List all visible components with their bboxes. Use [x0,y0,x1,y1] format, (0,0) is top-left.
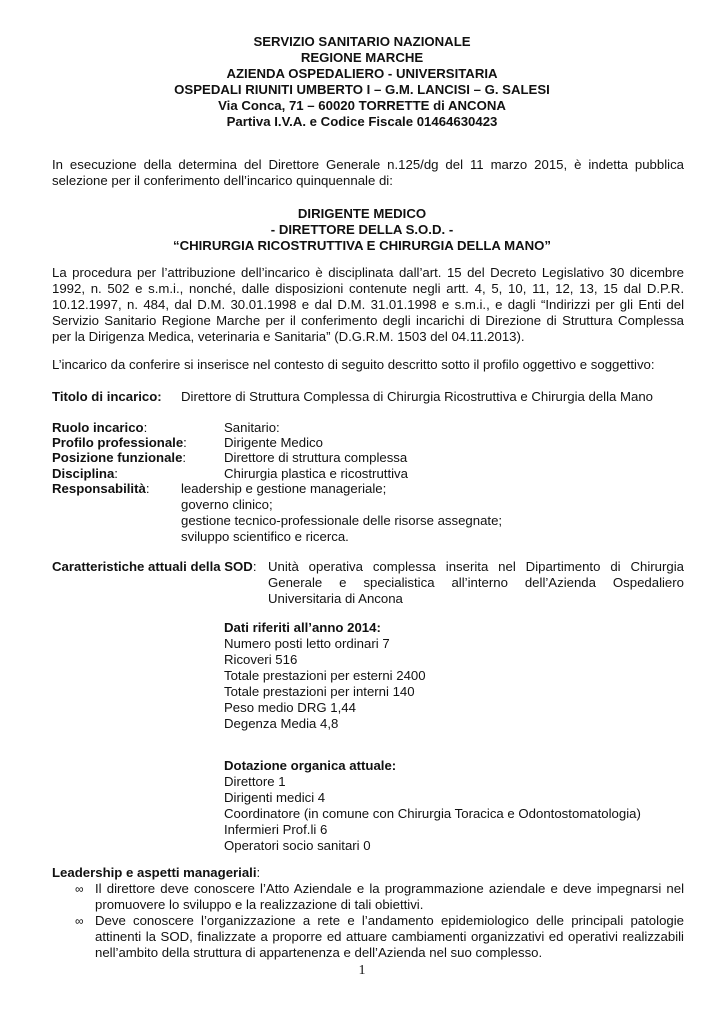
procedure-line: La procedura per l’attribuzione dell’incarico è disciplinata dall’art. 15 del Decreto Legislativo 30 dicembre [52,265,684,280]
profilo-value: Dirigente Medico [224,435,323,450]
sod-label: Caratteristiche attuali della SOD [52,559,253,574]
position-title [0,206,724,254]
dati-2014-block [224,620,426,732]
disciplina-label: Disciplina [52,466,115,481]
bullet-line: Il direttore deve conoscere l’Atto Aziendale e la programmazione aziendale e deve impegnarsi nel [95,881,684,896]
dotazione-item: Dirigenti medici 4 [224,790,326,805]
disciplina-value: Chirurgia plastica e ricostruttiva [224,466,408,481]
sod-desc-line: Universitaria di Ancona [268,591,403,606]
dati-2014-item: Ricoveri 516 [224,652,298,667]
dati-2014-item: Totale prestazioni per esterni 2400 [224,668,426,683]
intro-line: selezione per il conferimento dell’incarico quinquennale di: [52,173,393,188]
bullet-line: Deve conoscere l’organizzazione a rete e l’andamento epidemiologico delle principali patologie [95,913,684,928]
titolo-label: Titolo di incarico: [52,389,162,404]
responsabilita-item: gestione tecnico-professionale delle risorse assegnate; [181,513,503,528]
dati-2014-item: Numero posti letto ordinari 7 [224,636,390,651]
dotazione-item: Direttore 1 [224,774,286,789]
sod-desc-line: Unità operativa complessa inserita nel Dipartimento di Chirurgia [268,559,684,574]
bullet-line: nell’ambito della struttura di appartenenza e dell’Azienda nel suo complesso. [95,945,543,960]
intro-line: In esecuzione della determina del Direttore Generale n.125/dg del 11 marzo 2015, è indetta pubblica [52,157,684,172]
header-line: REGIONE MARCHE [300,50,424,65]
titolo-value: Direttore di Struttura Complessa di Chirurgia Ricostruttiva e Chirurgia della Mano [181,389,654,404]
responsabilita-values [181,481,502,545]
sod-row [52,559,256,575]
procedure-line: 1992, n. 502 e s.m.i., nonché, dalle disposizioni contenute negli artt. 4, 5, 10, 11, 12, 13, 15 dal D.P.R. [52,281,684,296]
page-number: 1 [358,963,366,978]
header-line: Partiva I.V.A. e Codice Fiscale 01464630423 [226,114,498,129]
procedure-line: per la Dirigenza Medica, veterinaria e Sanitaria” (D.G.R.M. 1503 del 04.11.2013). [52,329,525,344]
leadership-colon: : [256,865,261,880]
dotazione-heading: Dotazione organica attuale: [224,758,397,773]
bullet-line: promuovere lo sviluppo e la realizzazione di tali obiettivi. [95,897,424,912]
sod-colon: : [252,559,257,574]
sod-desc-line: Generale e specialistica all’interno dell’Azienda Ospedaliero [268,575,684,590]
position-title-line: “CHIRURGIA RICOSTRUTTIVA E CHIRURGIA DELLA MANO” [172,238,552,253]
infinity-bullet-icon: ∞ [75,914,84,928]
profilo-colon: : [183,435,187,450]
responsabilita-item: governo clinico; [181,497,273,512]
responsabilita-label: Responsabilità [52,481,146,496]
responsabilita-row [52,481,149,497]
header-line: AZIENDA OSPEDALIERO - UNIVERSITARIA [226,66,498,81]
position-title-line: DIRIGENTE MEDICO [297,206,427,221]
dotazione-item: Operatori socio sanitari 0 [224,838,371,853]
ruolo-row [52,420,147,436]
profilo-row [52,435,187,451]
context-line: L’incarico da conferire si inserisce nel contesto di seguito descritto sotto il profilo oggettivo e soggettivo: [52,357,655,372]
disciplina-row [52,466,118,482]
dotazione-block [224,758,641,854]
responsabilita-item: sviluppo scientifico e ricerca. [181,529,349,544]
posizione-row [52,450,186,466]
header-line: OSPEDALI RIUNITI UMBERTO I – G.M. LANCISI – G. SALESI [174,82,550,97]
posizione-value: Direttore di struttura complessa [224,450,408,465]
leadership-heading: Leadership e aspetti manageriali [52,865,257,880]
infinity-bullet-icon: ∞ [75,882,84,896]
dotazione-item: Coordinatore (in comune con Chirurgia Toracica e Odontostomatologia) [224,806,641,821]
intro-paragraph [52,157,684,189]
header-line: SERVIZIO SANITARIO NAZIONALE [253,34,471,49]
dati-2014-item: Peso medio DRG 1,44 [224,700,356,715]
dati-2014-heading: Dati riferiti all’anno 2014: [224,620,381,635]
letterhead [0,34,724,130]
ruolo-label: Ruolo incarico [52,420,144,435]
bullet-line: attinenti la SOD, finalizzate a proporre ed attuare cambiamenti organizzativi ed operativi realizzabili [95,929,684,944]
ruolo-value: Sanitario: [224,420,280,435]
dotazione-item: Infermieri Prof.li 6 [224,822,328,837]
responsabilita-colon: : [145,481,150,496]
procedure-line: 10.12.1997, n. 484, dal D.M. 30.01.1998 e dal D.M. 31.01.1998 e s.m.i., e dagli “Indirizzi per gli Enti del [52,297,684,312]
posizione-colon: : [182,450,187,465]
responsabilita-item: leadership e gestione manageriale; [181,481,387,496]
sod-description [268,559,684,607]
position-title-line: - DIRETTORE DELLA S.O.D. - [270,222,454,237]
dati-2014-item: Totale prestazioni per interni 140 [224,684,415,699]
leadership-heading-row [52,865,260,881]
profilo-label: Profilo professionale [52,435,184,450]
dati-2014-item: Degenza Media 4,8 [224,716,339,731]
header-line: Via Conca, 71 – 60020 TORRETTE di ANCONA [218,98,506,113]
disciplina-colon: : [114,466,118,481]
procedure-paragraph [52,265,684,345]
posizione-label: Posizione funzionale [52,450,183,465]
ruolo-colon: : [143,420,148,435]
procedure-line: Servizio Sanitario Regione Marche per il conferimento degli incarichi di Direzione di Struttura Complessa [52,313,684,328]
